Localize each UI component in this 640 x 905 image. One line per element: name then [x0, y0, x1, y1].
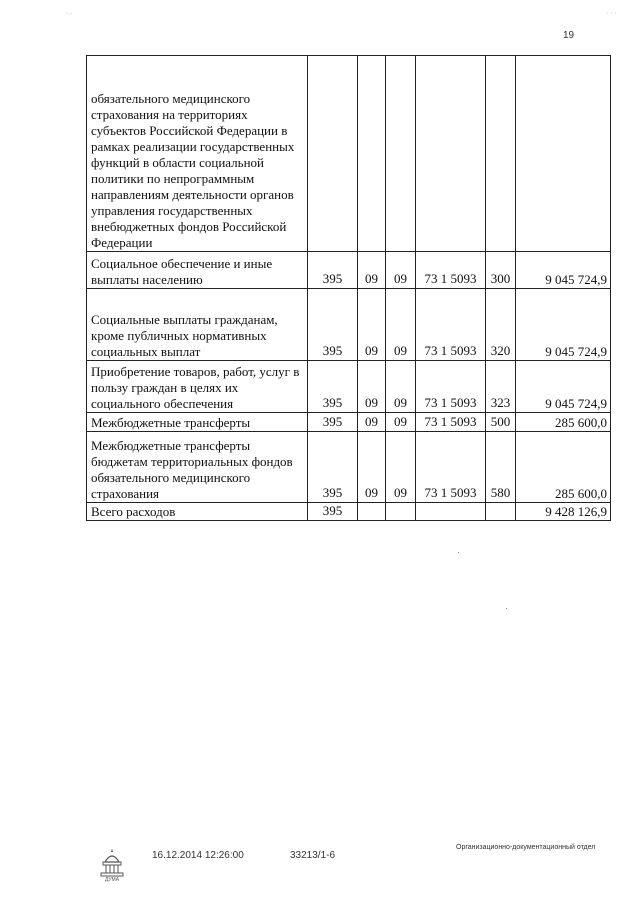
row-section: 09	[358, 289, 386, 361]
row-expense: 500	[486, 413, 516, 432]
footer-registration-number: 33213/1-6	[290, 850, 336, 861]
row-target	[416, 503, 486, 521]
budget-table	[86, 55, 611, 521]
row-expense: 323	[486, 361, 516, 413]
row-target: 73 1 5093	[416, 432, 486, 503]
row-ministry	[308, 56, 358, 252]
row-section: 09	[358, 413, 386, 432]
row-amount: 9 045 724,9	[516, 252, 611, 289]
row-target: 73 1 5093	[416, 413, 486, 432]
emblem-label: ДУМА	[104, 877, 120, 882]
row-subsection: 09	[386, 289, 416, 361]
row-section	[358, 56, 386, 252]
row-target: 73 1 5093	[416, 289, 486, 361]
row-section: 09	[358, 252, 386, 289]
row-section: 09	[358, 432, 386, 503]
row-expense: 300	[486, 252, 516, 289]
row-ministry: 395	[308, 432, 358, 503]
table-row	[87, 361, 611, 413]
table-row-total	[87, 503, 611, 521]
row-expense	[486, 503, 516, 521]
row-name: Социальные выплаты гражданам, кроме публичных нормативных социальных выплат	[87, 289, 308, 361]
row-subsection: 09	[386, 413, 416, 432]
table-row	[87, 56, 611, 252]
row-amount: 9 428 126,9	[516, 503, 611, 521]
row-expense	[486, 56, 516, 252]
scan-speck	[506, 608, 507, 609]
page-number: 19	[563, 30, 575, 41]
row-subsection: 09	[386, 252, 416, 289]
footer-timestamp: 16.12.2014 12:26:00	[152, 850, 244, 861]
row-name: Социальное обеспечение и иные выплаты населению	[87, 252, 308, 289]
row-name: Межбюджетные трансферты	[87, 413, 308, 432]
row-ministry: 395	[308, 503, 358, 521]
row-ministry: 395	[308, 413, 358, 432]
row-ministry: 395	[308, 252, 358, 289]
table-row	[87, 432, 611, 503]
row-expense: 580	[486, 432, 516, 503]
row-subsection	[386, 503, 416, 521]
row-amount: 9 045 724,9	[516, 361, 611, 413]
table-row	[87, 413, 611, 432]
row-amount: 285 600,0	[516, 413, 611, 432]
footer-department: Организационно-документационный отдел	[456, 844, 596, 851]
row-ministry: 395	[308, 289, 358, 361]
row-expense: 320	[486, 289, 516, 361]
row-name: Межбюджетные трансферты бюджетам территориальных фондов обязательного медицинского страхования	[87, 432, 308, 503]
scan-speck	[458, 552, 459, 553]
table-row	[87, 252, 611, 289]
row-subsection: 09	[386, 432, 416, 503]
row-name: обязательного медицинского страхования на территориях субъектов Российской Федерации в рамках реализации государственных функций в области социальной политики по непрограммным направлениям деятельности органов управления государственных внебюджетных фондов Российской Федерации	[87, 56, 308, 252]
row-target: 73 1 5093	[416, 252, 486, 289]
row-amount: 9 045 724,9	[516, 289, 611, 361]
table-row	[87, 289, 611, 361]
corner-mark-right: · · ·	[606, 10, 617, 17]
row-ministry: 395	[308, 361, 358, 413]
duma-emblem-icon	[98, 846, 126, 882]
row-subsection: 09	[386, 361, 416, 413]
row-name: Всего расходов	[87, 503, 308, 521]
row-section: 09	[358, 361, 386, 413]
row-amount: 285 600,0	[516, 432, 611, 503]
row-section	[358, 503, 386, 521]
row-target	[416, 56, 486, 252]
corner-mark-left: ·.·	[66, 10, 73, 17]
row-name: Приобретение товаров, работ, услуг в пользу граждан в целях их социального обеспечения	[87, 361, 308, 413]
row-subsection	[386, 56, 416, 252]
row-amount	[516, 56, 611, 252]
row-target: 73 1 5093	[416, 361, 486, 413]
